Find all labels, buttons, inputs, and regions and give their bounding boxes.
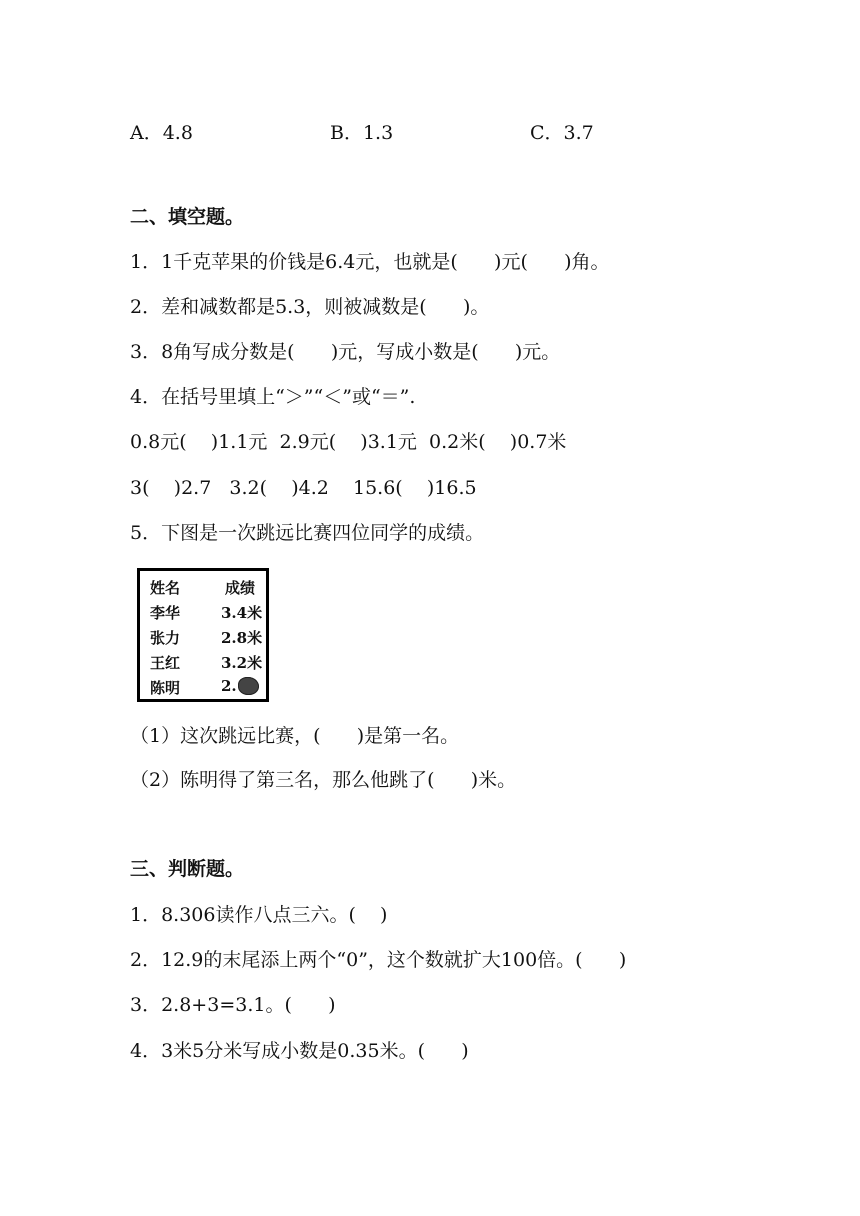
section-2-q1: 1．1千克苹果的价钱是6.4元，也就是( )元( )角。 <box>130 251 610 273</box>
student-score: 2.8米 <box>221 629 263 647</box>
choice-a: A．4.8 <box>130 122 193 144</box>
section-2-q5-sub2: （2）陈明得了第三名，那么他跳了( )米。 <box>130 769 517 791</box>
section-2-q3: 3．8角写成分数是( )元，写成小数是( )元。 <box>130 341 561 363</box>
score-row <box>150 627 268 647</box>
section-3-q4: 4．3米5分米写成小数是0.35米。( ) <box>130 1040 469 1062</box>
ink-blot-icon <box>238 677 259 695</box>
student-name: 张力 <box>150 629 181 647</box>
section-3-title: 三、判断题。 <box>130 858 245 880</box>
section-2-q4: 4．在括号里填上“＞”“＜”或“＝”. <box>130 386 416 408</box>
score-table <box>137 568 269 702</box>
student-score: 3.2米 <box>221 654 263 672</box>
student-name: 陈明 <box>150 679 181 697</box>
score-row <box>150 652 268 672</box>
student-score-obscured <box>221 677 259 695</box>
score-row <box>150 677 268 697</box>
section-3-q2: 2．12.9的末尾添上两个“0”，这个数就扩大100倍。( ) <box>130 949 627 971</box>
section-3-q3: 3．2.8+3=3.1。( ) <box>130 994 336 1016</box>
score-row <box>150 602 268 622</box>
section-2-q2: 2．差和减数都是5.3，则被减数是( )。 <box>130 296 490 318</box>
section-3-q1: 1．8.306读作八点三六。( ) <box>130 904 388 926</box>
student-score: 3.4米 <box>221 604 263 622</box>
section-2-title: 二、填空题。 <box>130 206 245 228</box>
header-name: 姓名 <box>150 579 181 597</box>
student-name: 王红 <box>150 654 181 672</box>
choice-c: C．3.7 <box>530 122 594 144</box>
student-score-partial: 2. <box>221 677 237 695</box>
score-table-header <box>150 577 268 597</box>
choice-b: B．1.3 <box>330 122 394 144</box>
section-2-q5: 5．下图是一次跳远比赛四位同学的成绩。 <box>130 522 485 544</box>
section-2-q4-line1: 0.8元( )1.1元 2.9元( )3.1元 0.2米( )0.7米 <box>130 431 567 453</box>
header-score: 成绩 <box>225 579 256 597</box>
section-2-q5-sub1: （1）这次跳远比赛，( )是第一名。 <box>130 725 460 747</box>
section-2-q4-line2: 3( )2.7 3.2( )4.2 15.6( )16.5 <box>130 477 477 499</box>
student-name: 李华 <box>150 604 181 622</box>
